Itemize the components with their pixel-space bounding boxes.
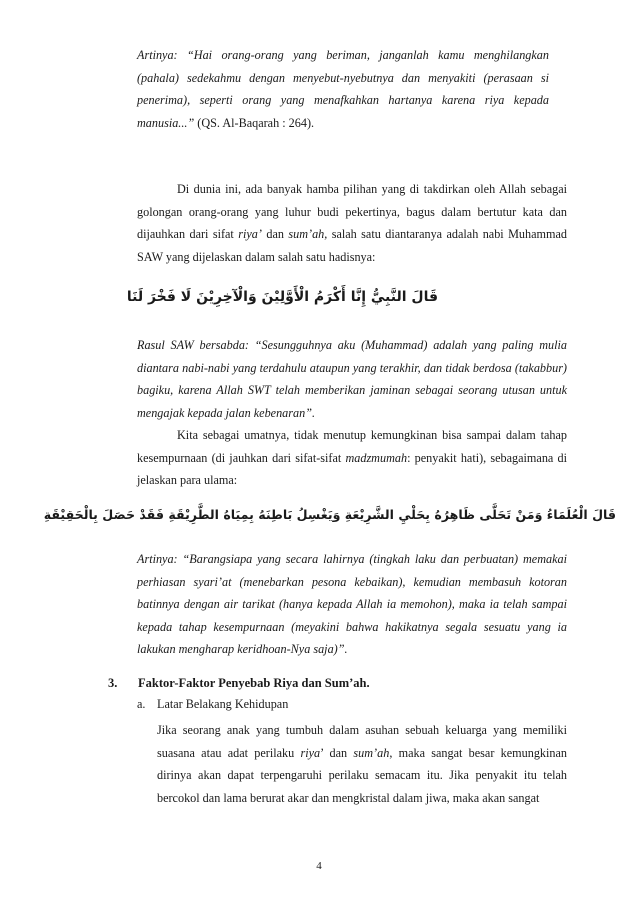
text-run: : penyakit hati), sebagaimana di jelaskan para ulama: <box>137 450 567 487</box>
body-paragraph-1 <box>137 178 567 268</box>
term-riya: riya <box>300 745 321 760</box>
text-run: Kita sebagai umatnya, tidak menutup kemungkinan bisa sampai dalam tahap kesempurnaan (di jauhkan dari sifat-sifat <box>137 428 567 465</box>
hadith-translation-paragraph: Rasul SAW bersabda: “Sesungguhnya aku (Muhammad) adalah yang paling mulia diantara nabi-nabi yang terdahulu ataupun yang terakhir, dan tidak berdosa (takabbur) bagiku, karena Allah SWT telah memberikan jaminan sebagai seorang utusan untuk mengajak kepada jalan kebenaran”. <box>137 338 567 420</box>
term-sumah: sum’ah <box>353 745 390 760</box>
section-heading <box>108 676 370 691</box>
term-madzmumah: madzmumah <box>345 450 408 465</box>
section-number: 3. <box>108 676 118 690</box>
term-riya: riya’ <box>238 227 262 241</box>
translation-text: Artinya: “Hai orang-orang yang beriman, janganlah kamu menghilangkan (pahala) sedekahmu dengan menyebut-nyebutnya dan menyakiti (perasaan si penerima), seperti orang yang menafkahkan hartanya karena riya kepada manusia...” <box>137 48 549 130</box>
term-sumah: sum’ah, <box>288 227 328 241</box>
body-paragraph-3 <box>157 719 567 809</box>
text-run: Jika seorang anak yang tumbuh dalam asuhan sebuah keluarga yang memiliki suasana atau adat perilaku <box>157 723 567 760</box>
text-run: , maka sangat besar kemungkinan dirinya akan dapat terpengaruhi perilaku semacam itu. Jika penyakit itu telah bercokol dan lama berurat akar dan mengkristal dalam jiwa, maka akan sangat <box>157 745 567 805</box>
section-title: Faktor-Faktor Penyebab Riya dan Sum’ah. <box>138 676 370 690</box>
ulama-quote-arabic: قَالَ الْعُلَمَاءُ وَمَنْ تَحَلَّى ظَاهِرُهُ بِحَلْيِ الشَّرِيْعَةِ وَيَغْسِلُ بَاطِنَهُ بِمِيَاهُ الطَّرِيْقَةِ فَقَدْ حَصَلَ بِالْحَقِيْقَةِ <box>43 507 616 522</box>
text-run: ’ dan <box>320 745 354 760</box>
text-run: dan <box>261 227 289 241</box>
subsection-title: Latar Belakang Kehidupan <box>157 697 289 711</box>
text-run: Di dunia ini, ada banyak hamba pilihan yang di takdirkan oleh Allah sebagai golongan orang-orang yang luhur budi pekertinya, bagus dalam bertutur kata dan dijauhkan dari sifat <box>137 182 567 241</box>
page-number: 4 <box>316 860 322 872</box>
quran-translation-paragraph <box>137 44 549 134</box>
subsection-letter: a. <box>137 697 146 711</box>
hadith-arabic-1: قَالَ النَّبِيُّ إِنَّا أَكْرَمُ الْأَوَّلِيْنَ وَالْآخِرِيْنَ لَا فَخْرَ لَنَا <box>126 289 438 305</box>
body-paragraph-2 <box>137 424 567 492</box>
text-run: salah satu diantaranya adalah nabi Muhammad SAW yang dijelaskan dalam salah satu hadisnya: <box>137 227 567 264</box>
ulama-quote-translation: Artinya: “Barangsiapa yang secara lahirnya (tingkah laku dan perbuatan) memakai perhiasan syari’at (menebarkan pesona kebaikan), kemudian membasuh kotoran batinnya dengan air tarikat (hanya kepada Allah ia memohon), maka ia telah sampai kepada tahap kesempurnaan (meyakini bahwa hakikatnya segala sesuatu yang ia lakukan mengharap keridhoan-Nya saja)”. <box>137 552 567 656</box>
verse-reference: (QS. Al-Baqarah : 264). <box>194 115 315 130</box>
subsection-heading <box>137 697 288 712</box>
